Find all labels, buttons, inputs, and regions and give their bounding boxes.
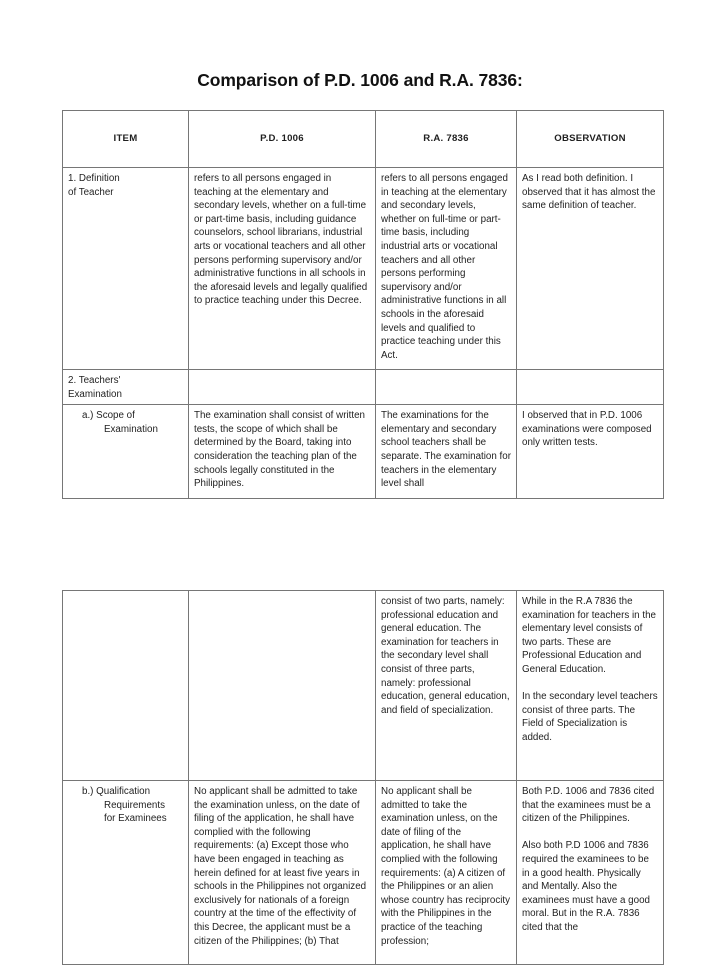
row-label-line-3: for Examinees — [104, 813, 167, 825]
row-label-indent-wrapper — [68, 785, 183, 826]
column-header-pd: P.D. 1006 — [189, 111, 376, 168]
page-title: Comparison of P.D. 1006 and R.A. 7836: — [197, 70, 523, 90]
row-label-line-2: Examination — [104, 423, 158, 435]
row-label-line-1: b.) Qualification — [82, 786, 151, 797]
cell-examination-pd — [189, 370, 376, 405]
row-label-line-1: a.) Scope of — [82, 410, 135, 422]
column-header-ra: R.A. 7836 — [376, 111, 517, 168]
table-row — [63, 591, 664, 781]
cell-scope-ra: The examinations for the elementary and secondary school teachers shall be separate. The examination for teachers in the elementary level shall — [376, 405, 517, 499]
cell-definition-ra: refers to all persons engaged in teaching at the elementary and secondary levels, whether on full-time or part-time basis, including industrial arts or vocational teachers and all other persons performing supervisory and/or administrative functions in all schools in the aforesaid levels and qualified to practice teaching under this Act. — [376, 168, 517, 370]
row-label-line-1: 1. Definition — [68, 173, 120, 184]
table-row — [63, 405, 664, 499]
row-label-qualification — [63, 781, 189, 965]
row-label-scope-continued — [63, 591, 189, 781]
column-header-observation: OBSERVATION — [517, 111, 664, 168]
table-row — [63, 168, 664, 370]
row-label-indent-wrapper — [68, 409, 183, 436]
row-label-scope — [63, 405, 189, 499]
comparison-table-part-two — [62, 590, 664, 965]
cell-examination-ra — [376, 370, 517, 405]
column-header-item: ITEM — [63, 111, 189, 168]
row-label-line-1: 2. Teachers' — [68, 375, 121, 386]
cell-scope-continued-observation — [517, 591, 664, 781]
cell-scope-pd: The examination shall consist of written tests, the scope of which shall be determined by the Board, taking into consideration the teaching plan of the schools legally constituted in the Philippines. — [189, 405, 376, 499]
observation-paragraph-1: While in the R.A 7836 the examination for teachers in the elementary level consists of two parts. These are Professional Education and General Education. — [522, 596, 656, 675]
table-row — [63, 370, 664, 405]
comparison-table-part-one — [62, 110, 664, 499]
cell-scope-continued-pd — [189, 591, 376, 781]
cell-qualification-observation — [517, 781, 664, 965]
cell-qualification-ra: No applicant shall be admitted to take the examination unless, on the date of filing of the application, he shall have complied with the following requirements: (a) A citizen of the Philippines or an alien whose country has reciprocity with the Philippines in the practice of the teaching profession; — [376, 781, 517, 965]
table-header-row — [63, 111, 664, 168]
cell-definition-observation: As I read both definition. I observed that it has almost the same definition of teacher. — [517, 168, 664, 370]
cell-examination-observation — [517, 370, 664, 405]
observation-paragraph-2: Also both P.D 1006 and 7836 required the examinees to be in a good health. Physically and Mentally. Also the examinees must have a good moral. But in the R.A. 7836 cited that the — [522, 840, 650, 933]
cell-scope-observation: I observed that in P.D. 1006 examinations were composed only written tests. — [517, 405, 664, 499]
row-label-line-2: of Teacher — [68, 186, 114, 198]
cell-qualification-pd: No applicant shall be admitted to take the examination unless, on the date of filing of the application, he shall have complied with the following requirements: (a) Except those who have been engaged in teaching as herein defined for at least five years in schools in the Philippines not organized exclusively for nationals of a foreign country at the time of the effectivity of this Decree, the applicant must be a citizen of the Philippines; (b) That — [189, 781, 376, 965]
row-label-line-2: Examination — [68, 388, 122, 400]
observation-paragraph-1: Both P.D. 1006 and 7836 cited that the examinees must be a citizen of the Philippines. — [522, 786, 655, 825]
row-label-definition — [63, 168, 189, 370]
cell-scope-continued-ra: consist of two parts, namely: professional education and general education. The examination for teachers in the secondary level shall consist of three parts, namely: professional education, general education, and field of specialization. — [376, 591, 517, 781]
table-row — [63, 781, 664, 965]
cell-definition-pd: refers to all persons engaged in teaching at the elementary and secondary levels, whether on a full-time or part-time basis, including guidance counselors, school librarians, industrial arts or vocational teachers and all other persons performing supervisory and/or administrative functions in all schools in the aforesaid levels and legally qualified to practice teaching under this Decree. — [189, 168, 376, 370]
observation-paragraph-2: In the secondary level teachers consist of three parts. The Field of Specialization is added. — [522, 691, 658, 743]
row-label-line-2: Requirements — [104, 799, 165, 811]
row-label-examination — [63, 370, 189, 405]
